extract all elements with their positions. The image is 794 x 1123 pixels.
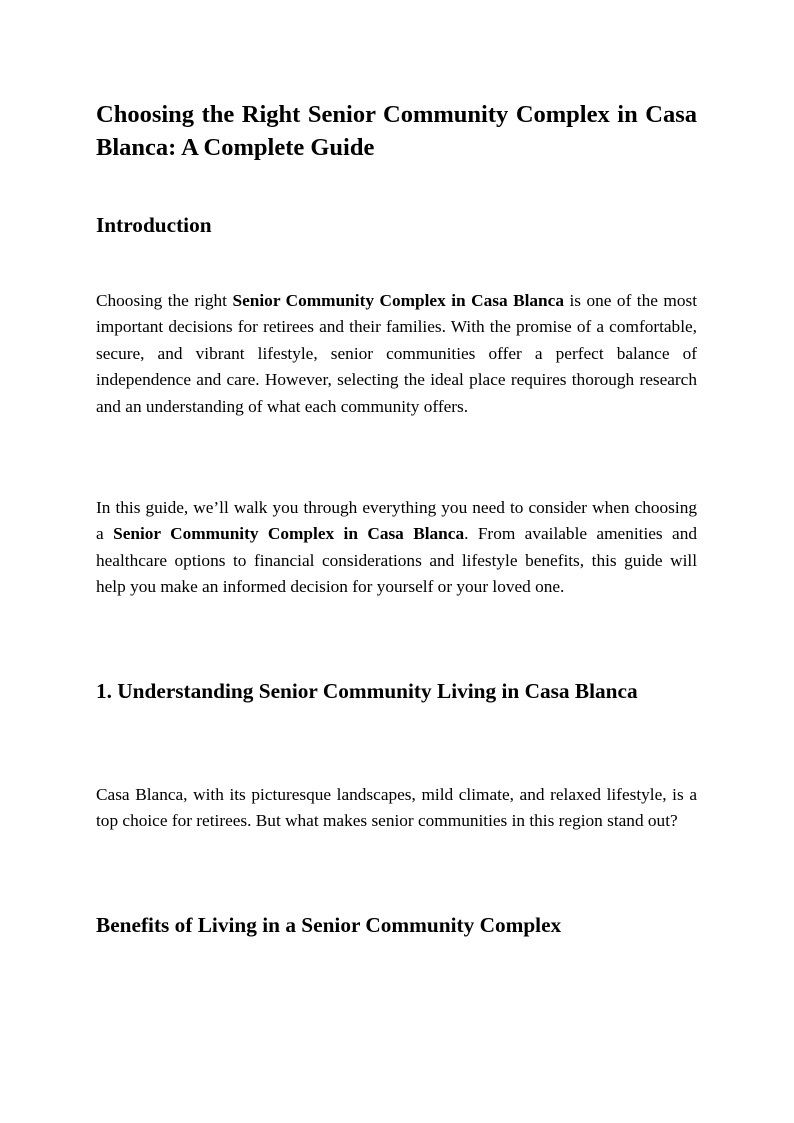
section-1-heading: 1. Understanding Senior Community Living in Casa Blanca <box>96 679 638 703</box>
introduction-heading: Introduction <box>96 213 212 237</box>
section-1-paragraph: Casa Blanca, with its picturesque landscapes, mild climate, and relaxed lifestyle, is a top choice for retirees. But what makes senior communities in this region stand out? <box>96 785 697 831</box>
intro-paragraph-1 <box>96 288 697 420</box>
document-title: Choosing the Right Senior Community Complex in Casa Blanca: A Complete Guide <box>96 101 697 161</box>
paragraph-2-keyword: Senior Community Complex in Casa Blanca <box>113 524 465 544</box>
paragraph-1-text-end: is one of the most important decisions for retirees and their families. With the promise of a comfortable, secure, and vibrant lifestyle, senior communities offer a perfect balance of independence and care. However, selecting the ideal place requires thorough research and an understanding of what each community offers. <box>96 291 698 416</box>
paragraph-1-keyword: Senior Community Complex in Casa Blanca <box>232 291 564 310</box>
paragraph-2-text-end: . From available amenities and healthcare options to financial considerations and lifestyle benefits, this guide will help you make an informed decision for yourself or your loved one. <box>96 524 697 597</box>
intro-paragraph-2 <box>96 495 697 601</box>
paragraph-2-text-start: In this guide, we’ll walk you through everything you need to consider when choosing a <box>96 498 697 544</box>
paragraph-1-text-start: Choosing the right <box>96 291 233 310</box>
benefits-heading: Benefits of Living in a Senior Community Complex <box>96 913 562 937</box>
